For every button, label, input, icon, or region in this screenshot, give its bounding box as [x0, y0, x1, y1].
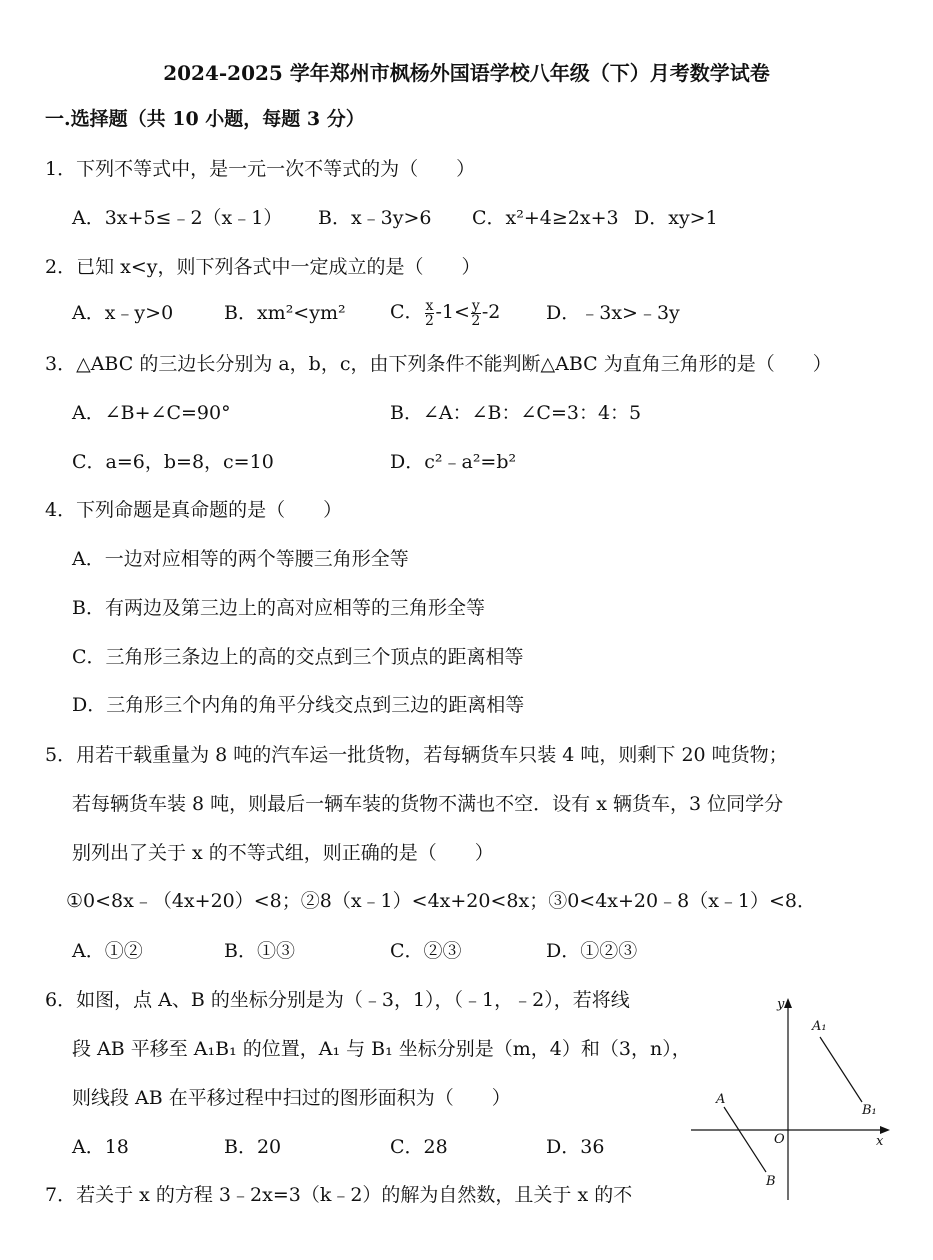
q2-option-c: C． $\frac{x}{2}$ -1< $\frac{y}{2}$ -2 — [390, 297, 501, 329]
q5-option-d: D．①②③ — [546, 940, 638, 962]
q5-option-a: A．①② — [72, 940, 143, 962]
label-origin: O — [774, 1132, 785, 1147]
fraction-y-over-2: $\frac{y}{2}$ — [471, 297, 481, 329]
q1-option-a: A．3x+5≤﹣2（x﹣1） — [72, 207, 283, 229]
q3-option-d: D．c²﹣a²=b² — [390, 451, 517, 473]
question-4 — [45, 497, 342, 523]
segment-ab — [724, 1107, 766, 1172]
question-5-line-3: 别列出了关于 x 的不等式组，则正确的是（ ） — [72, 842, 494, 864]
exam-title: 2024-2025 学年郑州市枫杨外国语学校八年级（下）月考数学试卷 — [163, 61, 770, 85]
question-number: 6． — [45, 989, 77, 1011]
question-3 — [45, 351, 832, 377]
coordinate-plane — [686, 990, 896, 1205]
q2-option-a: A．x﹣y>0 — [72, 302, 174, 324]
q6-option-c: C．28 — [390, 1136, 448, 1158]
question-text: △ABC 的三边长分别为 a，b，c，由下列条件不能判断△ABC 为直角三角形的是（ ） — [76, 353, 832, 375]
fraction-x-over-2: $\frac{x}{2}$ — [425, 297, 434, 329]
coordinate-figure — [686, 990, 896, 1205]
q6-option-a: A．18 — [72, 1136, 129, 1158]
option-label: C． — [390, 301, 424, 323]
label-x: x — [876, 1134, 884, 1149]
q4-option-c: C．三角形三条边上的高的交点到三个顶点的距离相等 — [72, 646, 524, 668]
question-number: 2． — [45, 256, 77, 278]
q3-option-a: A．∠B+∠C=90° — [72, 402, 231, 424]
q4-option-d: D．三角形三个内角的角平分线交点到三边的距离相等 — [72, 694, 525, 716]
label-point-a1: A₁ — [812, 1019, 827, 1034]
question-number: 3． — [45, 353, 77, 375]
q4-option-a: A．一边对应相等的两个等腰三角形全等 — [72, 548, 409, 570]
question-number: 4． — [45, 499, 77, 521]
label-point-b: B — [766, 1174, 776, 1189]
question-number: 5． — [45, 744, 77, 766]
question-text: 下列不等式中，是一元一次不等式的为（ ） — [76, 158, 476, 180]
question-text: 下列命题是真命题的是（ ） — [76, 499, 343, 521]
question-number: 7． — [45, 1184, 77, 1206]
question-5-inequalities: ①0<8x﹣（4x+20）<8；②8（x﹣1）<4x+20<8x；③0<4x+20﹣8（x﹣1）<8． — [66, 890, 816, 912]
question-2 — [45, 254, 481, 280]
question-text: 如图，点 A、B 的坐标分别是为（﹣3，1），（﹣1，﹣2），若将线 — [76, 989, 630, 1011]
question-5 — [45, 742, 788, 768]
question-6-line-2: 段 AB 平移至 A₁B₁ 的位置，A₁ 与 B₁ 坐标分别是（m，4）和（3，n）， — [72, 1038, 691, 1060]
q2-option-b: B．xm²<ym² — [224, 302, 346, 324]
x-axis-arrow — [880, 1126, 890, 1134]
y-axis-arrow — [784, 998, 792, 1008]
q4-option-b: B．有两边及第三边上的高对应相等的三角形全等 — [72, 597, 485, 619]
question-number: 1． — [45, 158, 77, 180]
question-text: 已知 x<y，则下列各式中一定成立的是（ ） — [76, 256, 481, 278]
question-1 — [45, 156, 475, 182]
q3-option-c: C．a=6，b=8，c=10 — [72, 451, 274, 473]
label-point-a: A — [716, 1092, 726, 1107]
q5-option-b: B．①③ — [224, 940, 295, 962]
q6-option-b: B．20 — [224, 1136, 282, 1158]
q6-option-d: D．36 — [546, 1136, 605, 1158]
question-6 — [45, 987, 630, 1013]
question-text: 若关于 x 的方程 3﹣2x=3（k﹣2）的解为自然数，且关于 x 的不 — [76, 1184, 633, 1206]
q5-option-c: C．②③ — [390, 940, 462, 962]
label-point-b1: B₁ — [862, 1103, 877, 1118]
q1-option-d: D．xy>1 — [634, 207, 718, 229]
question-text: 用若干载重量为 8 吨的汽车运一批货物，若每辆货车只装 4 吨，则剩下 20 吨货物； — [76, 744, 788, 766]
segment-a1b1 — [820, 1037, 862, 1102]
q1-option-b: B．x﹣3y>6 — [318, 207, 432, 229]
label-y: y — [777, 997, 785, 1012]
q1-option-c: C．x²+4≥2x+3 — [472, 207, 619, 229]
q2-option-d: D．﹣3x>﹣3y — [546, 302, 680, 324]
question-5-line-2: 若每辆货车装 8 吨，则最后一辆车装的货物不满也不空．设有 x 辆货车，3 位同学分 — [72, 793, 784, 815]
question-6-line-3: 则线段 AB 在平移过程中扫过的图形面积为（ ） — [72, 1087, 511, 1109]
q3-option-b: B．∠A：∠B：∠C=3：4：5 — [390, 402, 642, 424]
section-heading: 一.选择题（共 10 小题，每题 3 分） — [45, 108, 365, 130]
question-7 — [45, 1182, 632, 1208]
